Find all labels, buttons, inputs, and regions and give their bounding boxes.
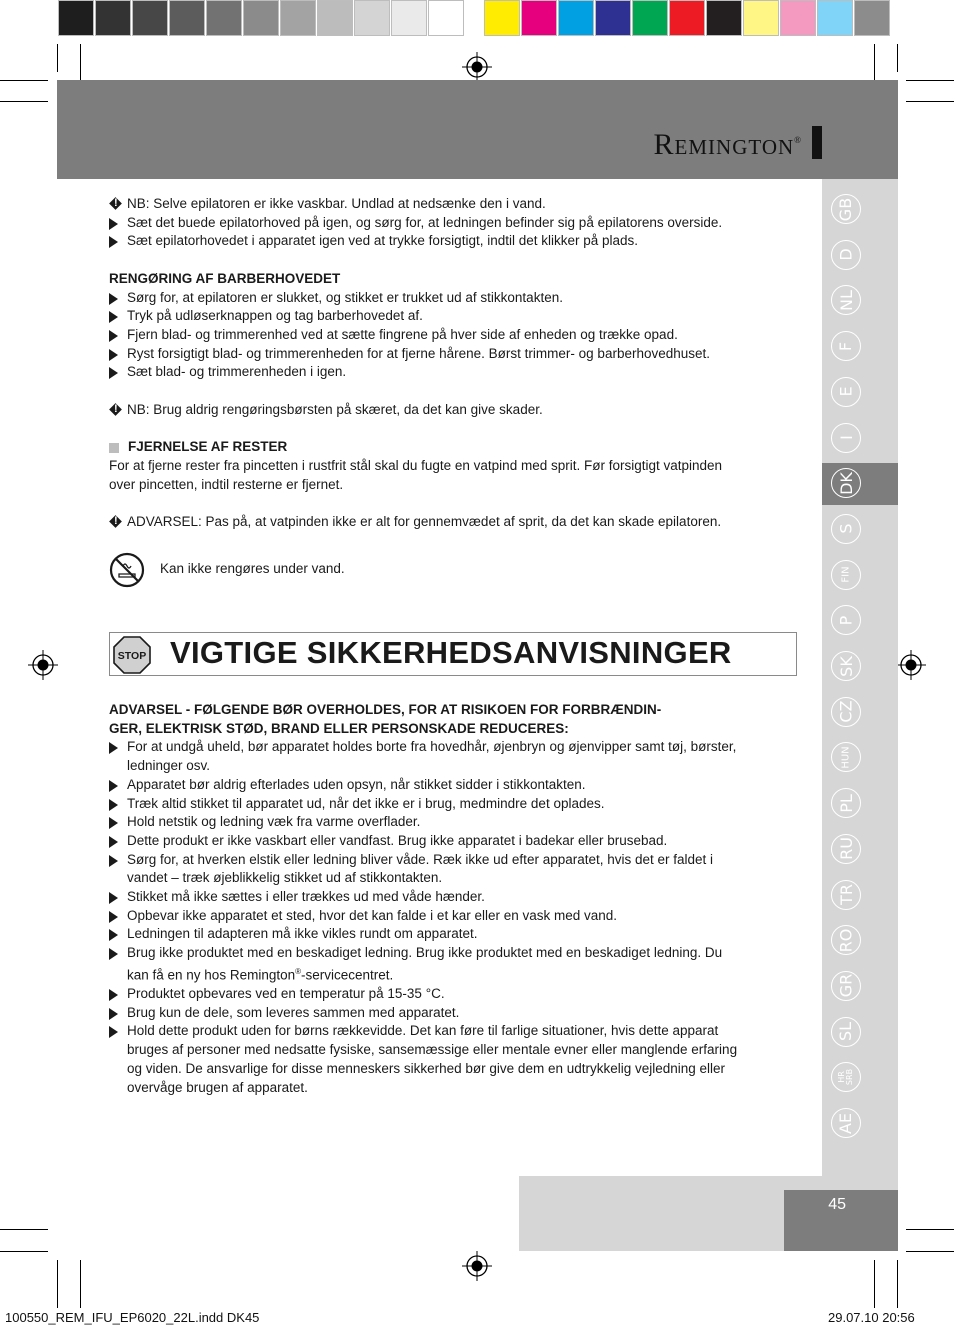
registered-mark: ® xyxy=(295,966,302,976)
note-brush: NB: Brug aldrig rengøringsbørsten på skæret, da det kan give skader. ! xyxy=(109,401,799,420)
registration-mark-top xyxy=(462,52,492,82)
list-item: Træk altid stikket til apparatet ud, når det ikke er i brug, medmindre det oplades. xyxy=(109,795,799,814)
list-item: Sørg for, at epilatoren er slukket, og stikket er trukket ud af stikkontakten. xyxy=(109,289,799,308)
language-tab-label: NL xyxy=(836,289,856,311)
list-item: Sæt det buede epilatorhoved på igen, og sørg for, at ledningen befinder sig på epilatorens overside. xyxy=(109,214,799,233)
safety-warning-heading: GER, ELEKTRISK STØD, BRAND ELLER PERSONSKADE REDUCERES: xyxy=(109,720,569,736)
cleaning-instructions xyxy=(109,195,799,588)
language-tab-e[interactable] xyxy=(831,377,861,407)
language-tab-label: FIN xyxy=(840,566,852,583)
no-water-label: Kan ikke rengøres under vand. xyxy=(160,561,345,577)
list-item xyxy=(109,944,799,985)
color-swatch xyxy=(817,0,853,36)
registration-mark-bottom xyxy=(462,1251,492,1281)
list-item-text: -servicecentret. xyxy=(301,967,394,983)
no-water-notice xyxy=(109,552,799,588)
language-tab-sk[interactable] xyxy=(831,651,861,681)
gray-swatch xyxy=(243,0,279,36)
language-tab-gr[interactable] xyxy=(831,971,861,1001)
language-tab-ru[interactable] xyxy=(831,834,861,864)
language-tab-cz[interactable] xyxy=(831,697,861,727)
gray-swatch xyxy=(391,0,427,36)
list-item: Brug kun de dele, som leveres sammen med apparatet. xyxy=(109,1004,799,1023)
list-item: Ryst forsigtigt blad- og trimmerenheden for at fjerne hårene. Børst trimmer- og barberhovedhuset. xyxy=(109,345,799,364)
note-not-washable: NB: Selve epilatoren er ikke vaskbar. Undlad at nedsænke den i vand. ! xyxy=(109,195,799,214)
list-item-text: Hold dette produkt uden for børns rækkevidde. Det kan føre til farlige situationer, hvis dette apparat xyxy=(127,1023,719,1039)
gray-swatch xyxy=(169,0,205,36)
brand-bar xyxy=(812,126,822,159)
stop-sign-icon xyxy=(113,636,151,674)
list-item: Produktet opbevares ved en temperatur på 15-35 °C. xyxy=(109,985,799,1004)
color-swatch xyxy=(521,0,557,36)
list-item: Tryk på udløserknappen og tag barberhovedet af. xyxy=(109,307,799,326)
list-item-text: Sørg for, at hverken elstik eller ledning bliver våde. Ræk ikke ud efter apparatet, hvis det er faldet i xyxy=(127,851,714,867)
gray-swatch xyxy=(206,0,242,36)
language-tab-label: D xyxy=(836,248,856,261)
gray-swatch xyxy=(132,0,168,36)
language-tab-label: GB xyxy=(836,197,856,221)
color-swatch xyxy=(595,0,631,36)
warning-cotton-swab: ADVARSEL: Pas på, at vatpinden ikke er alt for gennemvædet af sprit, da det kan skade epilatoren. ! xyxy=(109,513,799,532)
paragraph: over pincetten, indtil resterne er fjernet. xyxy=(109,476,344,492)
safety-warning-heading: ADVARSEL - FØLGENDE BØR OVERHOLDES, FOR AT RISIKOEN FOR FORBRÆNDIN- xyxy=(109,702,662,717)
color-swatch xyxy=(484,0,520,36)
language-tab-dk[interactable] xyxy=(831,468,861,498)
language-tab-s[interactable] xyxy=(831,514,861,544)
language-tab-tr[interactable] xyxy=(831,880,861,910)
language-tab-f[interactable] xyxy=(831,331,861,361)
list-item-text: overvåge brugen af apparatet. xyxy=(127,1079,308,1095)
safety-section-header xyxy=(109,632,797,676)
gray-swatch-bar xyxy=(58,0,465,38)
language-tab-label: CZ xyxy=(836,700,856,723)
list-item: Hold netstik og ledning væk fra varme overflader. xyxy=(109,813,799,832)
gray-swatch xyxy=(58,0,94,36)
language-tab-label: HUN xyxy=(840,746,852,769)
paragraph: For at fjerne rester fra pincetten i rustfrit stål skal du fugte en vatpind med sprit. Før forsigtigt vatpinden xyxy=(109,457,723,473)
page-number: 45 xyxy=(828,1196,846,1213)
language-tab-label: F xyxy=(836,341,856,351)
gray-swatch xyxy=(354,0,390,36)
list-item-text: ledninger osv. xyxy=(127,758,211,774)
language-tab-label: SL xyxy=(836,1022,856,1042)
language-tab-label: AE xyxy=(836,1112,856,1134)
brand-name: Remington xyxy=(653,128,795,161)
language-tab-label: RO xyxy=(836,928,856,953)
stop-sign-label: STOP xyxy=(117,650,147,662)
list-item-text: For at undgå uheld, bør apparatet holdes borte fra hovedhår, øjenbryn og øjenvipper samt tøj, børster, xyxy=(127,739,737,755)
list-item: Opbevar ikke apparatet et sted, hvor det kan falde i et kar eller en vask med vand. xyxy=(109,907,799,926)
list-item xyxy=(109,1022,799,1097)
language-tab-d[interactable] xyxy=(831,240,861,270)
list-item xyxy=(109,738,799,775)
language-tab-pl[interactable] xyxy=(831,788,861,818)
language-tab-label: TR xyxy=(836,884,856,905)
registration-mark-right xyxy=(896,650,926,680)
language-tab-label: I xyxy=(836,435,856,440)
language-tab-ae[interactable] xyxy=(831,1108,861,1138)
brand-logo xyxy=(654,128,802,162)
gray-swatch xyxy=(317,0,353,36)
list-item-text: bruges af personer med nedsatte fysiske, sansemæssige eller mentale evner eller manglende erfaring xyxy=(127,1042,738,1058)
color-swatch xyxy=(780,0,816,36)
list-item: Dette produkt er ikke vaskbart eller vandfast. Brug ikke apparatet i badekar eller brusebad. xyxy=(109,832,799,851)
list-item: Apparatet bør aldrig efterlades uden opsyn, når stikket sidder i stikkontakten. xyxy=(109,776,799,795)
list-item-text: vandet – træk øjeblikkelig stikket ud af stikkontakten. xyxy=(127,870,443,886)
language-tab-label: PL xyxy=(836,793,856,813)
list-item: Fjern blad- og trimmerenhed ved at sætte fingrene på hver side af enheden og trække opad. xyxy=(109,326,799,345)
gray-swatch xyxy=(428,0,464,36)
registration-mark-left xyxy=(28,650,58,680)
print-slug-file: 100550_REM_IFU_EP6020_22L.indd DK45 xyxy=(5,1310,260,1325)
color-swatch xyxy=(669,0,705,36)
color-swatch xyxy=(743,0,779,36)
section-heading-residue: FJERNELSE AF RESTER xyxy=(109,438,799,457)
list-item: Sæt epilatorhovedet i apparatet igen ved at trykke forsigtigt, indtil det klikker på plads. xyxy=(109,232,799,251)
language-tab-label: E xyxy=(836,386,856,397)
brand-registered-mark: ® xyxy=(794,135,802,145)
language-tab-label: GR xyxy=(836,974,856,998)
print-slug-date: 29.07.10 20:56 xyxy=(828,1310,915,1325)
list-item: Sæt blad- og trimmerenheden i igen. xyxy=(109,363,799,382)
language-tab-sl[interactable] xyxy=(831,1017,861,1047)
list-item-text: Brug ikke produktet med en beskadiget ledning. Brug ikke produktet med en beskadiget ledning. Du xyxy=(127,945,723,961)
safety-instructions xyxy=(109,701,799,1097)
gray-swatch xyxy=(95,0,131,36)
no-water-icon xyxy=(109,552,145,588)
section-heading-shaver-head: RENGØRING AF BARBERHOVEDET xyxy=(109,270,341,286)
language-tab-label: DK xyxy=(836,471,856,495)
list-item-text: kan få en ny hos Remington xyxy=(127,967,296,983)
language-tab-label: RU xyxy=(836,837,856,861)
language-tab-gb[interactable] xyxy=(831,194,861,224)
language-tab-label: P xyxy=(836,615,856,626)
language-tab-ro[interactable] xyxy=(831,925,861,955)
language-tab-label: HR SRB xyxy=(837,1069,854,1086)
color-swatch xyxy=(632,0,668,36)
list-item: Ledningen til adapteren må ikke vikles rundt om apparatet. xyxy=(109,925,799,944)
color-swatch-bar xyxy=(484,0,891,38)
color-swatch xyxy=(854,0,890,36)
language-tab-i[interactable] xyxy=(831,423,861,453)
list-item: Stikket må ikke sættes i eller trækkes ud med våde hænder. xyxy=(109,888,799,907)
section-title: VIGTIGE SIKKERHEDSANVISNINGER xyxy=(170,635,732,670)
language-tab-label: S xyxy=(836,523,856,534)
list-item-text: og viden. De ansvarlige for disse menneskers sikkerhed bør give dem en udtrykkelig vejledning eller xyxy=(127,1060,726,1076)
language-tab-fin[interactable] xyxy=(831,560,861,590)
list-item xyxy=(109,851,799,888)
color-swatch xyxy=(558,0,594,36)
language-tab-label: SK xyxy=(836,655,856,677)
color-swatch xyxy=(706,0,742,36)
gray-swatch xyxy=(280,0,316,36)
